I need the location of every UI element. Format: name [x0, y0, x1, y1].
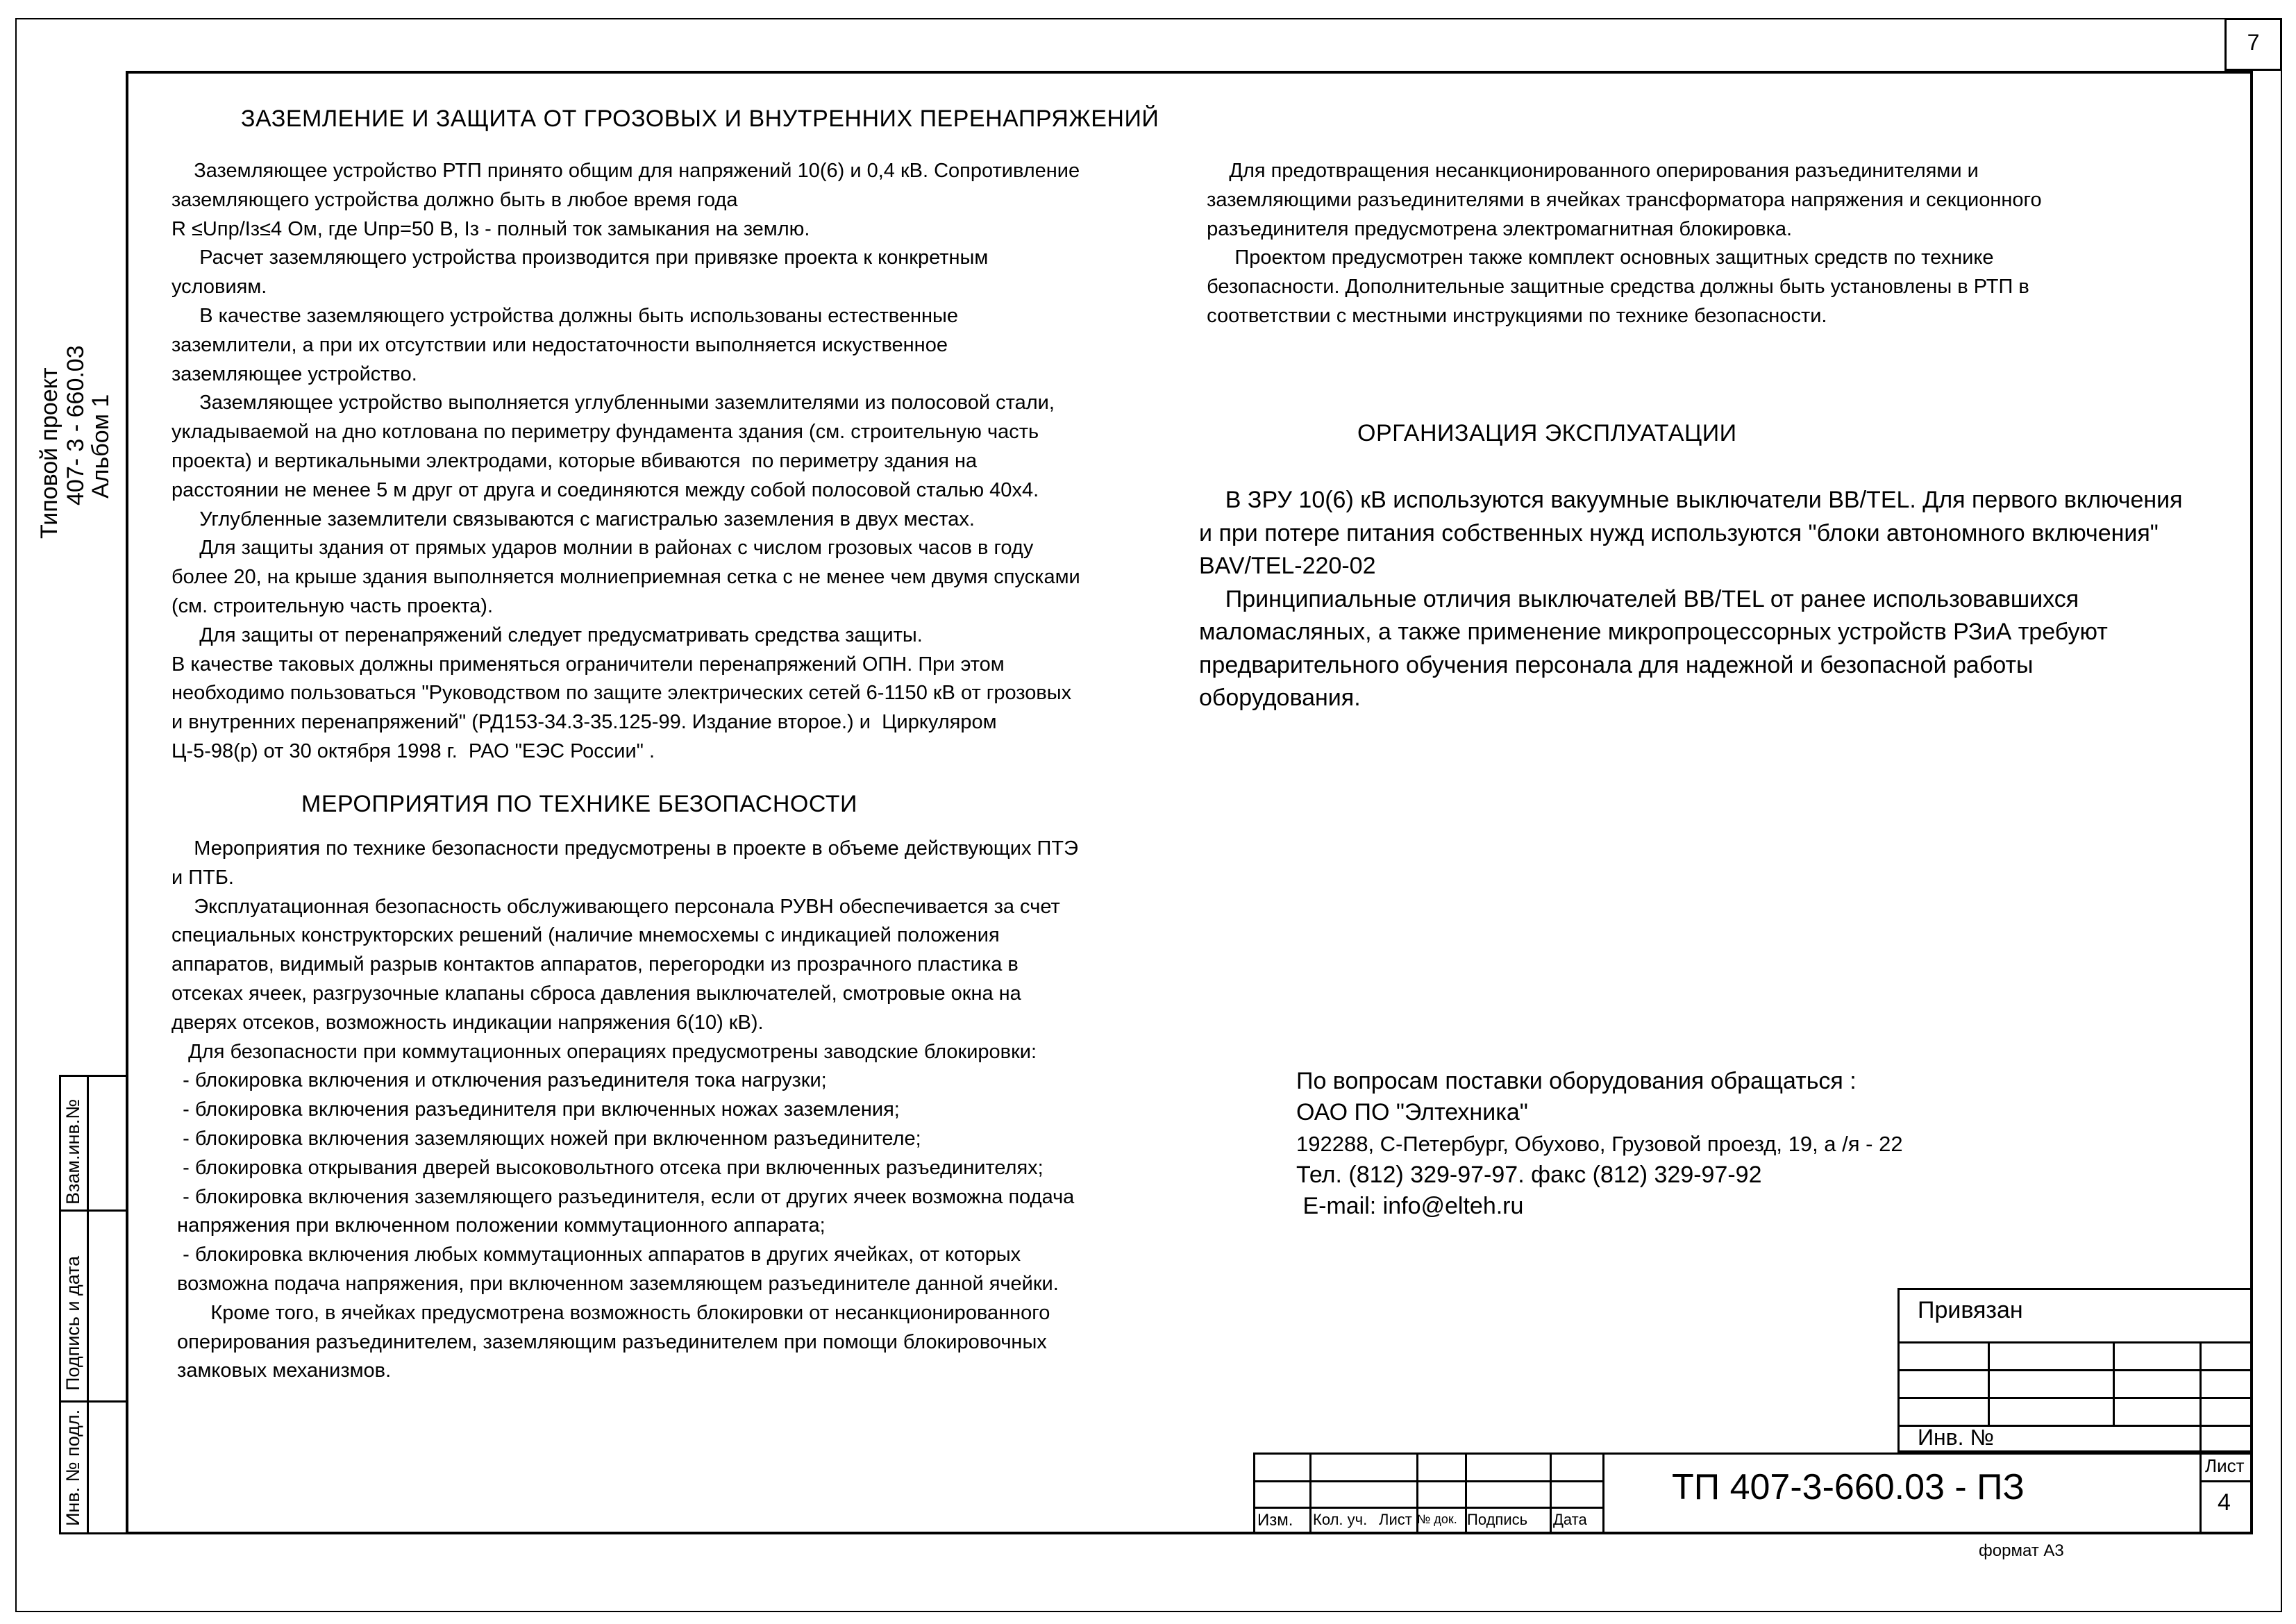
text-line: R ≤Uпр/Iз≤4 Ом, где Uпр=50 В, Iз - полный ток замыкания на землю.: [171, 217, 810, 240]
text-line: замковых механизмов.: [171, 1359, 392, 1382]
privyazan-col-2: [2113, 1341, 2115, 1425]
text-line: напряжения при включенном положении коммутационного аппарата;: [171, 1214, 826, 1237]
text-line: Ц-5-98(р) от 30 октября 1998 г. РАО "ЕЭС России" .: [171, 739, 655, 762]
text-line: Заземляющее устройство РТП принято общим для напряжений 10(6) и 0,4 кВ. Сопротивление: [171, 160, 1080, 182]
interlock-text: [1196, 157, 2042, 331]
side-stamp-row-2: [59, 1400, 128, 1403]
text-line: Проектом предусмотрен также комплект основных защитных средств по технике: [1196, 246, 1994, 269]
side-stamp-row-1: [59, 1209, 128, 1212]
text-line: Эксплуатационная безопасность обслуживающего персонала РУВН обеспечивается за счет: [171, 895, 1060, 918]
stamp-list-divider: [2199, 1480, 2253, 1482]
contact-block: [1296, 1066, 1903, 1222]
text-line: и при потере питания собственных нужд используются "блоки автономного включения": [1199, 519, 2159, 546]
kol-uch-label: Кол. уч.: [1313, 1511, 1368, 1528]
text-line: - блокировка включения любых коммутационных аппаратов в других ячейках, от которых: [171, 1244, 1021, 1266]
text-line: Принципиальные отличия выключателей ВВ/TEL от ранее использовавшихся: [1199, 585, 2079, 612]
contact-line: ОАО ПО "Элтехника": [1296, 1099, 1528, 1125]
project-line-3: Альбом 1: [87, 394, 114, 499]
format-label: формат А3: [1979, 1541, 2064, 1560]
text-line: оборудования.: [1199, 685, 1361, 711]
text-line: Углубленные заземлители связываются с магистралью заземления в двух местах.: [171, 508, 975, 530]
inv-podl-label: Инв. № подл.: [62, 1409, 83, 1526]
text-line: укладываемой на дно котлована по периметру фундамента здания (см. строительную часть: [171, 421, 1039, 444]
text-line: (см. строительную часть проекта).: [171, 594, 494, 617]
text-line: - блокировка включения разъединителя при включенных ножах заземления;: [171, 1098, 900, 1121]
text-line: заземлители, а при их отсутствии или недостаточности выполняется искуственное: [171, 333, 948, 356]
heading-grounding: ЗАЗЕМЛЕНИЕ И ЗАЩИТА ОТ ГРОЗОВЫХ И ВНУТРЕННИХ ПЕРЕНАПРЯЖЕНИЙ: [241, 106, 1159, 132]
data-label: Дата: [1553, 1511, 1587, 1528]
contact-email: E-mail: info@elteh.ru: [1296, 1193, 1524, 1219]
privyazan-label: Привязан: [1918, 1297, 2023, 1323]
stamp-col-podpis: [1550, 1453, 1552, 1534]
n-dok-label: № док.: [1417, 1512, 1457, 1526]
document-code: ТП 407-3-660.03 - ПЗ: [1672, 1467, 2025, 1507]
vzam-inv-label: Взам.инв.№: [62, 1098, 83, 1205]
text-line: В ЗРУ 10(6) кВ используются вакуумные выключатели ВВ/TEL. Для первого включения: [1199, 487, 2183, 513]
side-stamp-divider: [87, 1075, 89, 1534]
contact-line: 192288, С-Петербург, Обухово, Грузовой проезд, 19, а /я - 22: [1296, 1132, 1903, 1156]
text-line: оперирования разъединителем, заземляющим разъединителем при помощи блокировочных: [171, 1330, 1047, 1353]
text-line: безопасности. Дополнительные защитные средства должны быть установлены в РТП в: [1196, 276, 2029, 299]
stamp-col-izm: [1309, 1453, 1312, 1534]
text-line: - блокировка включения заземляющего разъединителя, если от других ячеек возможна подача: [171, 1185, 1075, 1208]
contact-line: Тел. (812) 329-97-97. факс (812) 329-97-92: [1296, 1162, 1762, 1188]
list-number: 4: [2218, 1489, 2231, 1516]
text-line: возможна подача напряжения, при включенном заземляющем разъединителе данной ячейки.: [171, 1272, 1059, 1295]
text-line: отсеках ячеек, разгрузочные клапаны сброса давления выключателей, смотровые окна на: [171, 982, 1021, 1005]
text-line: и ПТБ.: [171, 866, 234, 889]
text-line: более 20, на крыше здания выполняется молниеприемная сетка с не менее чем двумя спусками: [171, 566, 1080, 589]
text-line: Для предотвращения несанкционированного оперирования разъединителями и: [1196, 160, 1979, 182]
text-line: - блокировка включения заземляющих ножей при включенном разъединителе;: [171, 1127, 921, 1150]
text-line: предварительного обучения персонала для надежной и безопасной работы: [1199, 651, 2034, 678]
heading-operation: ОРГАНИЗАЦИЯ ЭКСПЛУАТАЦИИ: [1357, 420, 1737, 446]
page-number: 7: [2247, 30, 2260, 55]
text-line: маломасляных, а также применение микропроцессорных устройств РЗиА требуют: [1199, 619, 2108, 645]
text-line: BAV/TEL-220-02: [1199, 553, 1376, 579]
text-line: расстоянии не менее 5 м друг от друга и соединяются между собой полосовой сталью 40х4.: [171, 478, 1039, 501]
heading-safety: МЕРОПРИЯТИЯ ПО ТЕХНИКЕ БЕЗОПАСНОСТИ: [301, 791, 857, 817]
podpis-data-label: Подпись и дата: [62, 1255, 83, 1391]
project-line-1: Типовой проект: [36, 367, 62, 539]
grounding-text: [171, 157, 1080, 767]
text-line: Мероприятия по технике безопасности предусмотрены в проекте в объеме действующих ПТЭ: [171, 837, 1078, 860]
text-line: заземляющего устройства должно быть в любое время года: [171, 188, 738, 211]
text-line: Для защиты от перенапряжений следует предусматривать средства защиты.: [171, 623, 923, 646]
text-line: Кроме того, в ячейках предусмотрена возможность блокировки от несанкционированного: [171, 1301, 1050, 1324]
operation-text: [1199, 484, 2183, 715]
text-line: проекта) и вертикальными электродами, которые вбиваются по периметру здания на: [171, 449, 978, 472]
text-line: В качестве таковых должны применяться ограничители перенапряжений ОПН. При этом: [171, 653, 1005, 676]
text-line: В качестве заземляющего устройства должны быть использованы естественные: [171, 304, 958, 327]
list-header: Лист: [2205, 1455, 2245, 1476]
text-line: заземляющими разъединителями в ячейках трансформатора напряжения и секционного: [1196, 188, 2042, 211]
page-number-box: [2224, 18, 2282, 71]
project-line-2: 407- 3 - 660.03: [62, 345, 89, 505]
text-line: Для защиты здания от прямых ударов молнии в районах с числом грозовых часов в году: [171, 537, 1034, 560]
text-line: разъединителя предусмотрена электромагнитная блокировка.: [1196, 217, 1793, 240]
text-line: условиям.: [171, 276, 267, 299]
podpis-label: Подпись: [1467, 1511, 1528, 1528]
stamp-col-data: [1602, 1453, 1604, 1534]
inv-no-label: Инв. №: [1918, 1425, 1994, 1450]
stamp-col-list: [2199, 1453, 2202, 1534]
text-line: Расчет заземляющего устройства производится при привязке проекта к конкретным: [171, 246, 989, 269]
text-line: заземляющее устройство.: [171, 362, 417, 385]
privyazan-col-3: [2199, 1341, 2202, 1453]
privyazan-col-1: [1988, 1341, 1990, 1425]
text-line: Заземляющее устройство выполняется углубленными заземлителями из полосовой стали,: [171, 392, 1055, 415]
izm-label: Изм.: [1257, 1511, 1293, 1530]
contact-line: По вопросам поставки оборудования обращаться :: [1296, 1068, 1857, 1094]
text-line: и внутренних перенапряжений" (РД153-34.3-35.125-99. Издание второе.) и Циркуляром: [171, 711, 997, 734]
text-line: специальных конструкторских решений (наличие мнемосхемы с индикацией положения: [171, 924, 1000, 947]
text-line: Для безопасности при коммутационных операциях предусмотрены заводские блокировки:: [171, 1040, 1037, 1063]
text-line: дверях отсеков, возможность индикации напряжения 6(10) кВ).: [171, 1011, 764, 1034]
text-line: необходимо пользоваться "Руководством по защите электрических сетей 6-1150 кВ от грозовых: [171, 682, 1072, 705]
text-line: - блокировка открывания дверей высоковольтного отсека при включенных разъединителях;: [171, 1156, 1044, 1179]
text-line: соответствии с местными инструкциями по технике безопасности.: [1196, 304, 1827, 327]
list-col-label: Лист: [1379, 1511, 1412, 1528]
text-line: - блокировка включения и отключения разъединителя тока нагрузки;: [171, 1069, 827, 1092]
text-line: аппаратов, видимый разрыв контактов аппаратов, перегородки из прозрачного пластика в: [171, 953, 1019, 976]
safety-text: [171, 835, 1078, 1386]
